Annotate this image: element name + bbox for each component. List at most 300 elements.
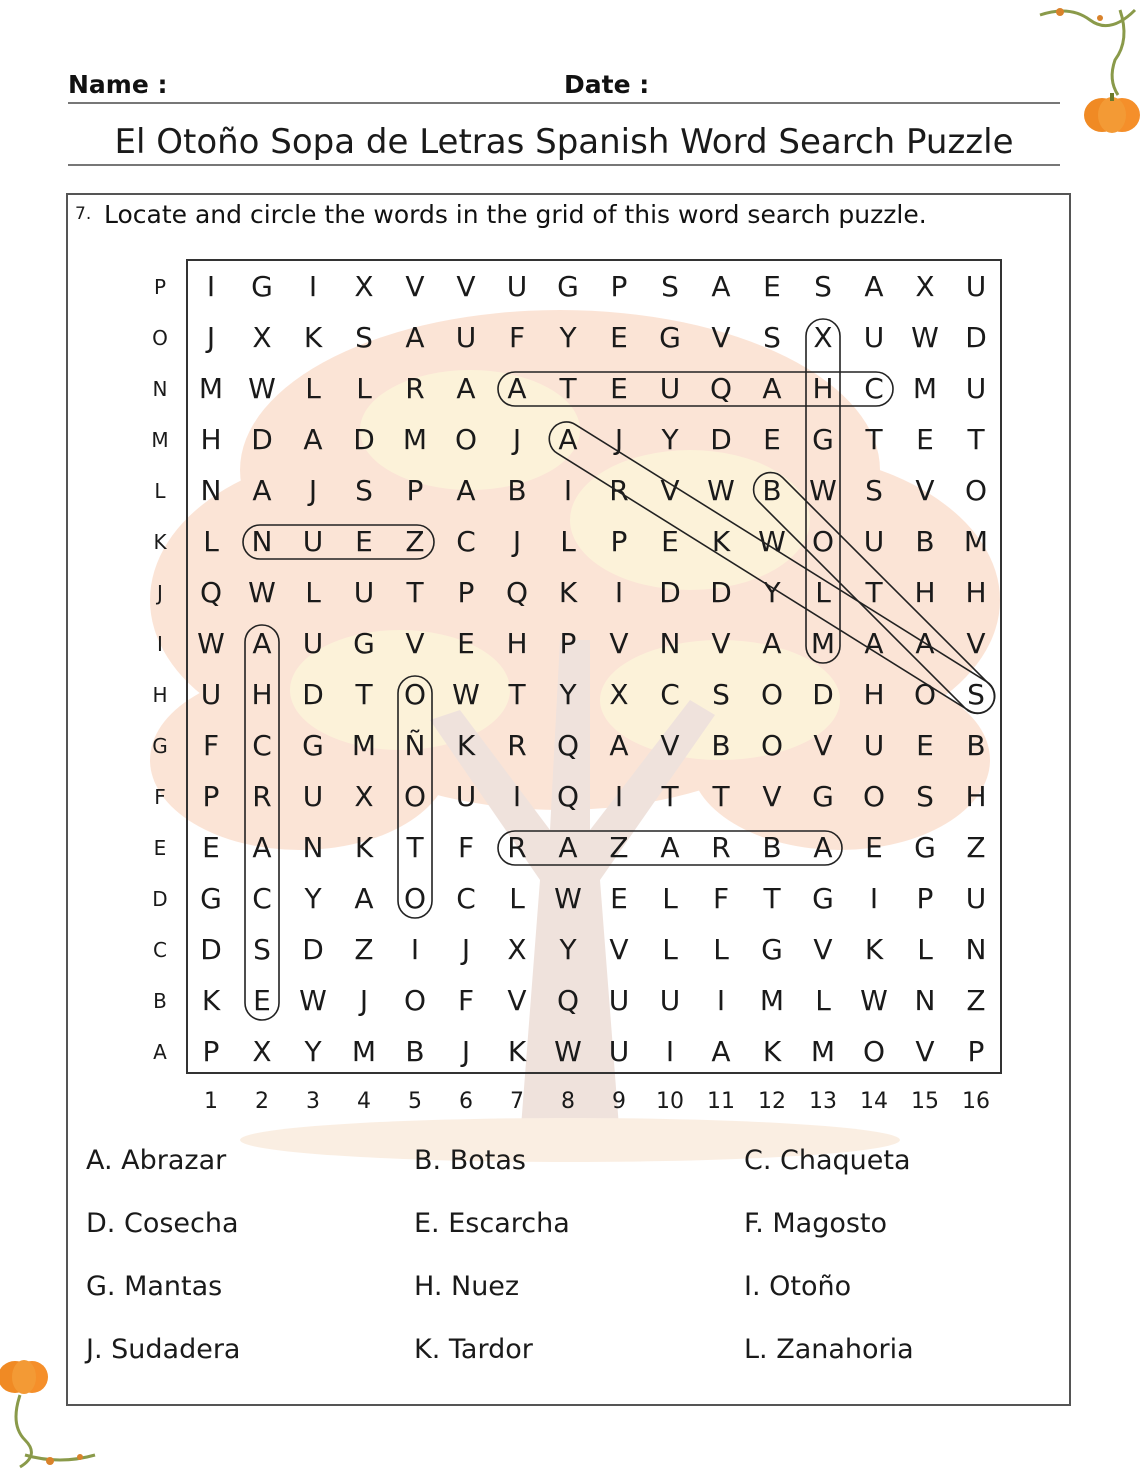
grid-letter: X [354, 270, 374, 303]
grid-letter: Y [559, 933, 577, 966]
grid-letter: H [506, 627, 528, 660]
column-label: 8 [561, 1089, 575, 1114]
grid-letter: B [762, 474, 782, 507]
grid-letter: A [507, 372, 527, 405]
grid-letter: A [660, 831, 680, 864]
grid-letter: C [252, 882, 272, 915]
grid-letter: O [862, 1035, 886, 1068]
grid-letter: T [406, 831, 424, 864]
grid-letter: P [457, 576, 475, 609]
word-list-item [414, 1145, 526, 1176]
grid-letter: L [662, 933, 678, 966]
grid-letter: V [813, 933, 833, 966]
grid-letter: X [507, 933, 527, 966]
grid-letter: H [914, 576, 936, 609]
grid-letter: B [507, 474, 527, 507]
grid-letter: V [507, 984, 527, 1017]
grid-letter: S [355, 474, 373, 507]
grid-letter: J [206, 321, 216, 354]
column-label: 15 [911, 1089, 939, 1114]
word-list-letter: L. [744, 1334, 777, 1365]
word-list-word: Magosto [772, 1208, 888, 1239]
grid-letter: C [864, 372, 884, 405]
row-label: K [153, 530, 167, 554]
grid-letter: A [456, 372, 476, 405]
grid-letter: S [253, 933, 271, 966]
grid-letter: V [609, 933, 629, 966]
grid-letter: X [252, 321, 272, 354]
grid-letter: I [206, 270, 216, 303]
grid-letter: C [456, 525, 476, 558]
grid-letter: U [455, 321, 477, 354]
grid-letter: V [813, 729, 833, 762]
row-label: F [154, 785, 166, 809]
grid-letter: I [614, 576, 624, 609]
grid-letter: W [809, 474, 837, 507]
grid-letter: O [403, 780, 427, 813]
word-list-word: Escarcha [448, 1208, 570, 1239]
word-list-item [744, 1208, 887, 1239]
grid-letter: U [353, 576, 375, 609]
word-list-word: Sudadera [111, 1334, 241, 1365]
grid-letter: O [913, 678, 937, 711]
grid-letter: S [763, 321, 781, 354]
grid-letter: U [302, 627, 324, 660]
grid-letter: L [203, 525, 219, 558]
grid-letter: O [403, 882, 427, 915]
grid-letter: W [554, 1035, 582, 1068]
word-list-letter: F. [744, 1208, 773, 1239]
grid-letter: F [457, 984, 475, 1017]
grid-letter: M [810, 1035, 836, 1068]
grid-letter: O [403, 678, 427, 711]
column-label: 16 [962, 1089, 990, 1114]
grid-letter: F [508, 321, 526, 354]
grid-letter: N [200, 474, 222, 507]
row-label: B [153, 989, 167, 1013]
grid-letter: U [863, 321, 885, 354]
grid-letter: C [456, 882, 476, 915]
grid-letter: W [911, 321, 939, 354]
grid-letter: J [512, 423, 522, 456]
grid-letter: L [815, 576, 831, 609]
grid-letter: V [711, 627, 731, 660]
grid-letter: S [814, 270, 832, 303]
grid-letter: F [712, 882, 730, 915]
grid-letter: H [965, 576, 987, 609]
grid-letter: A [813, 831, 833, 864]
word-list-word: Abrazar [121, 1145, 227, 1176]
word-list-word: Cosecha [123, 1208, 239, 1239]
grid-letter: L [713, 933, 729, 966]
grid-letter: T [865, 576, 883, 609]
vine-icon [1040, 10, 1135, 95]
grid-letter: D [710, 423, 732, 456]
grid-letter: D [200, 933, 222, 966]
grid-letter: J [308, 474, 318, 507]
column-label: 14 [860, 1089, 888, 1114]
grid-letter: W [452, 678, 480, 711]
grid-letter: E [457, 627, 475, 660]
grid-letter: I [665, 1035, 675, 1068]
grid-letter: E [610, 882, 628, 915]
grid-letter: T [865, 423, 883, 456]
word-list-item [86, 1271, 222, 1302]
grid-letter: W [758, 525, 786, 558]
grid-letter: M [198, 372, 224, 405]
grid-letter: H [965, 780, 987, 813]
row-label: C [153, 938, 167, 962]
date-label: Date : [564, 70, 650, 99]
grid-letter: P [967, 1035, 985, 1068]
word-list-item [744, 1145, 911, 1176]
word-list-word: Tardor [448, 1334, 533, 1365]
grid-letter: B [762, 831, 782, 864]
grid-letter: S [865, 474, 883, 507]
grid-letter: T [559, 372, 577, 405]
grid-letter: K [456, 729, 476, 762]
grid-letter: V [915, 1035, 935, 1068]
grid-letter: F [202, 729, 220, 762]
grid-letter: X [609, 678, 629, 711]
grid-letter: E [916, 423, 934, 456]
word-list-letter: J. [86, 1334, 112, 1365]
grid-letter: R [252, 780, 272, 813]
grid-letter: I [614, 780, 624, 813]
grid-letter: K [762, 1035, 782, 1068]
grid-letter: A [252, 831, 272, 864]
column-label: 3 [306, 1089, 320, 1114]
grid-letter: E [916, 729, 934, 762]
column-label: 9 [612, 1089, 626, 1114]
grid-letter: A [558, 423, 578, 456]
grid-letter: S [967, 678, 985, 711]
grid-letter: A [609, 729, 629, 762]
grid-letter: V [966, 627, 986, 660]
grid-letter: L [662, 882, 678, 915]
grid-letter: O [811, 525, 835, 558]
grid-letter: V [711, 321, 731, 354]
grid-letter: L [815, 984, 831, 1017]
grid-letter: M [912, 372, 938, 405]
word-list-word: Nuez [451, 1271, 520, 1302]
grid-letter: Y [304, 882, 322, 915]
column-label: 5 [408, 1089, 422, 1114]
grid-letter: E [202, 831, 220, 864]
grid-letter: W [860, 984, 888, 1017]
row-label: P [153, 275, 167, 299]
word-list-item [414, 1271, 519, 1302]
grid-letter: U [965, 372, 987, 405]
grid-letter: H [251, 678, 273, 711]
grid-letter: M [810, 627, 836, 660]
grid-letter: R [507, 831, 527, 864]
row-label: G [152, 734, 168, 758]
grid-letter: B [711, 729, 731, 762]
word-list-item [744, 1271, 851, 1302]
grid-letter: Q [709, 372, 733, 405]
row-label: M [151, 428, 169, 452]
pumpkin-icon [1084, 93, 1140, 133]
word-list-word: Chaqueta [780, 1145, 911, 1176]
grid-letter: W [554, 882, 582, 915]
word-list-word: Otoño [769, 1271, 852, 1302]
grid-letter: M [963, 525, 989, 558]
word-list-item [744, 1334, 914, 1365]
grid-letter: P [916, 882, 934, 915]
grid-letter: E [865, 831, 883, 864]
column-label: 2 [255, 1089, 269, 1114]
grid-letter: L [560, 525, 576, 558]
grid-letter: J [614, 423, 624, 456]
grid-letter: B [966, 729, 986, 762]
word-list-word: Zanahoria [776, 1334, 914, 1365]
grid-letter: V [660, 729, 680, 762]
grid-letter: M [351, 729, 377, 762]
grid-letter: D [302, 678, 324, 711]
grid-letter: D [965, 321, 987, 354]
grid-letter: X [813, 321, 833, 354]
column-label: 4 [357, 1089, 371, 1114]
column-label: 6 [459, 1089, 473, 1114]
grid-letter: L [356, 372, 372, 405]
grid-letter: K [864, 933, 884, 966]
word-list-letter: C. [744, 1145, 781, 1176]
grid-letter: S [712, 678, 730, 711]
grid-letter: D [659, 576, 681, 609]
grid-letter: S [661, 270, 679, 303]
grid-letter: P [610, 270, 628, 303]
grid-letter: J [461, 1035, 471, 1068]
grid-letter: G [251, 270, 273, 303]
column-label: 11 [707, 1089, 735, 1114]
grid-letter: A [864, 270, 884, 303]
grid-letter: S [916, 780, 934, 813]
grid-letter: H [812, 372, 834, 405]
grid-letter: J [461, 933, 471, 966]
word-list-word: Botas [449, 1145, 526, 1176]
grid-letter: I [869, 882, 879, 915]
word-list-letter: D. [86, 1208, 124, 1239]
grid-letter: Z [966, 984, 986, 1017]
grid-letter: V [609, 627, 629, 660]
row-label: A [153, 1040, 167, 1064]
grid-letter: G [659, 321, 681, 354]
grid-letter: Z [609, 831, 629, 864]
row-label: E [153, 836, 167, 860]
grid-letter: O [964, 474, 988, 507]
name-label: Name : [68, 70, 168, 99]
grid-letter: G [557, 270, 579, 303]
grid-letter: B [915, 525, 935, 558]
grid-letter: W [197, 627, 225, 660]
grid-letter: T [712, 780, 730, 813]
grid-letter: T [406, 576, 424, 609]
grid-letter: B [405, 1035, 425, 1068]
grid-letter: A [711, 1035, 731, 1068]
grid-letter: U [200, 678, 222, 711]
grid-letter: X [354, 780, 374, 813]
grid-letter: U [302, 525, 324, 558]
grid-letter: D [710, 576, 732, 609]
word-list-word: Mantas [124, 1271, 223, 1302]
question-number: 7. [75, 204, 92, 224]
grid-letter: I [716, 984, 726, 1017]
grid-letter: N [659, 627, 681, 660]
grid-letter: Q [199, 576, 223, 609]
grid-letter: A [405, 321, 425, 354]
grid-letter: V [405, 270, 425, 303]
grid-letter: P [202, 1035, 220, 1068]
word-list-item [414, 1208, 570, 1239]
grid-letter: G [812, 423, 834, 456]
grid-letter: P [559, 627, 577, 660]
row-label: J [157, 581, 163, 605]
grid-letter: T [661, 780, 679, 813]
grid-letter: C [252, 729, 272, 762]
grid-letter: T [508, 678, 526, 711]
grid-letter: A [252, 474, 272, 507]
grid-letter: W [248, 372, 276, 405]
grid-letter: O [862, 780, 886, 813]
grid-letter: Y [661, 423, 679, 456]
grid-letter: A [762, 372, 782, 405]
grid-letter: U [659, 372, 681, 405]
grid-letter: U [863, 729, 885, 762]
grid-letter: U [965, 882, 987, 915]
word-list-letter: G. [86, 1271, 125, 1302]
grid-letter: M [402, 423, 428, 456]
grid-letter: A [303, 423, 323, 456]
grid-letter: A [762, 627, 782, 660]
row-label: N [152, 377, 168, 401]
grid-letter: E [763, 423, 781, 456]
grid-letter: X [915, 270, 935, 303]
row-label: O [152, 326, 168, 350]
grid-letter: A [354, 882, 374, 915]
grid-letter: Ñ [404, 729, 426, 762]
grid-letter: K [558, 576, 578, 609]
grid-letter: I [410, 933, 420, 966]
grid-letter: T [763, 882, 781, 915]
grid-letter: G [302, 729, 324, 762]
row-label: I [157, 632, 163, 656]
grid-letter: N [251, 525, 273, 558]
grid-letter: L [917, 933, 933, 966]
grid-letter: R [609, 474, 629, 507]
grid-letter: A [252, 627, 272, 660]
word-list-letter: H. [414, 1271, 451, 1302]
grid-letter: U [965, 270, 987, 303]
grid-letter: G [353, 627, 375, 660]
grid-letter: H [200, 423, 222, 456]
grid-letter: Q [556, 780, 580, 813]
grid-letter: Q [556, 729, 580, 762]
grid-letter: Z [966, 831, 986, 864]
grid-letter: D [812, 678, 834, 711]
word-list-item [86, 1334, 240, 1365]
grid-letter: O [760, 678, 784, 711]
grid-letter: R [711, 831, 731, 864]
grid-letter: X [252, 1035, 272, 1068]
grid-letter: E [253, 984, 271, 1017]
grid-letter: I [308, 270, 318, 303]
grid-letter: Q [556, 984, 580, 1017]
grid-letter: F [457, 831, 475, 864]
grid-letter: G [914, 831, 936, 864]
grid-letter: O [454, 423, 478, 456]
grid-letter: V [915, 474, 935, 507]
pumpkin-vine-top-right [1030, 0, 1140, 140]
grid-letter: Q [505, 576, 529, 609]
grid-letter: N [302, 831, 324, 864]
word-list-letter: K. [414, 1334, 449, 1365]
grid-letter: G [812, 882, 834, 915]
grid-letter: M [759, 984, 785, 1017]
grid-letter: O [403, 984, 427, 1017]
grid-letter: K [354, 831, 374, 864]
grid-letter: Y [304, 1035, 322, 1068]
grid-letter: A [456, 474, 476, 507]
grid-letter: S [355, 321, 373, 354]
column-label: 13 [809, 1089, 837, 1114]
grid-letter: N [965, 933, 987, 966]
row-label: D [152, 887, 168, 911]
grid-letter: Z [405, 525, 425, 558]
grid-letter: V [405, 627, 425, 660]
grid-letter: D [302, 933, 324, 966]
column-label: 10 [656, 1089, 684, 1114]
pumpkin-icon [0, 1360, 48, 1394]
grid-letter: Y [559, 678, 577, 711]
grid-letter: K [201, 984, 221, 1017]
grid-letter: L [305, 372, 321, 405]
column-label: 12 [758, 1089, 786, 1114]
grid-letter: U [608, 1035, 630, 1068]
grid-letter: E [610, 321, 628, 354]
word-list-item [86, 1145, 226, 1176]
grid-letter: J [512, 525, 522, 558]
grid-letter: U [302, 780, 324, 813]
grid-letter: T [967, 423, 985, 456]
word-list-item [414, 1334, 533, 1365]
grid-letter: P [610, 525, 628, 558]
grid-letter: Y [763, 576, 781, 609]
grid-letter: A [558, 831, 578, 864]
grid-letter: Y [559, 321, 577, 354]
grid-letter: K [507, 1035, 527, 1068]
grid-letter: J [359, 984, 369, 1017]
grid-letter: D [251, 423, 273, 456]
grid-letter: R [405, 372, 425, 405]
grid-letter: E [763, 270, 781, 303]
grid-letter: D [353, 423, 375, 456]
grid-letter: A [915, 627, 935, 660]
column-label: 7 [510, 1089, 524, 1114]
grid-letter: V [660, 474, 680, 507]
grid-letter: C [660, 678, 680, 711]
grid-letter: U [506, 270, 528, 303]
grid-letter: N [914, 984, 936, 1017]
word-list-letter: I. [744, 1271, 770, 1302]
grid-letter: E [355, 525, 373, 558]
word-list-letter: E. [414, 1208, 449, 1239]
row-label: H [152, 683, 168, 707]
word-list-letter: B. [414, 1145, 450, 1176]
grid-letter: O [760, 729, 784, 762]
grid-letter: L [305, 576, 321, 609]
page-title: El Otoño Sopa de Letras Spanish Word Search Puzzle [68, 120, 1060, 166]
